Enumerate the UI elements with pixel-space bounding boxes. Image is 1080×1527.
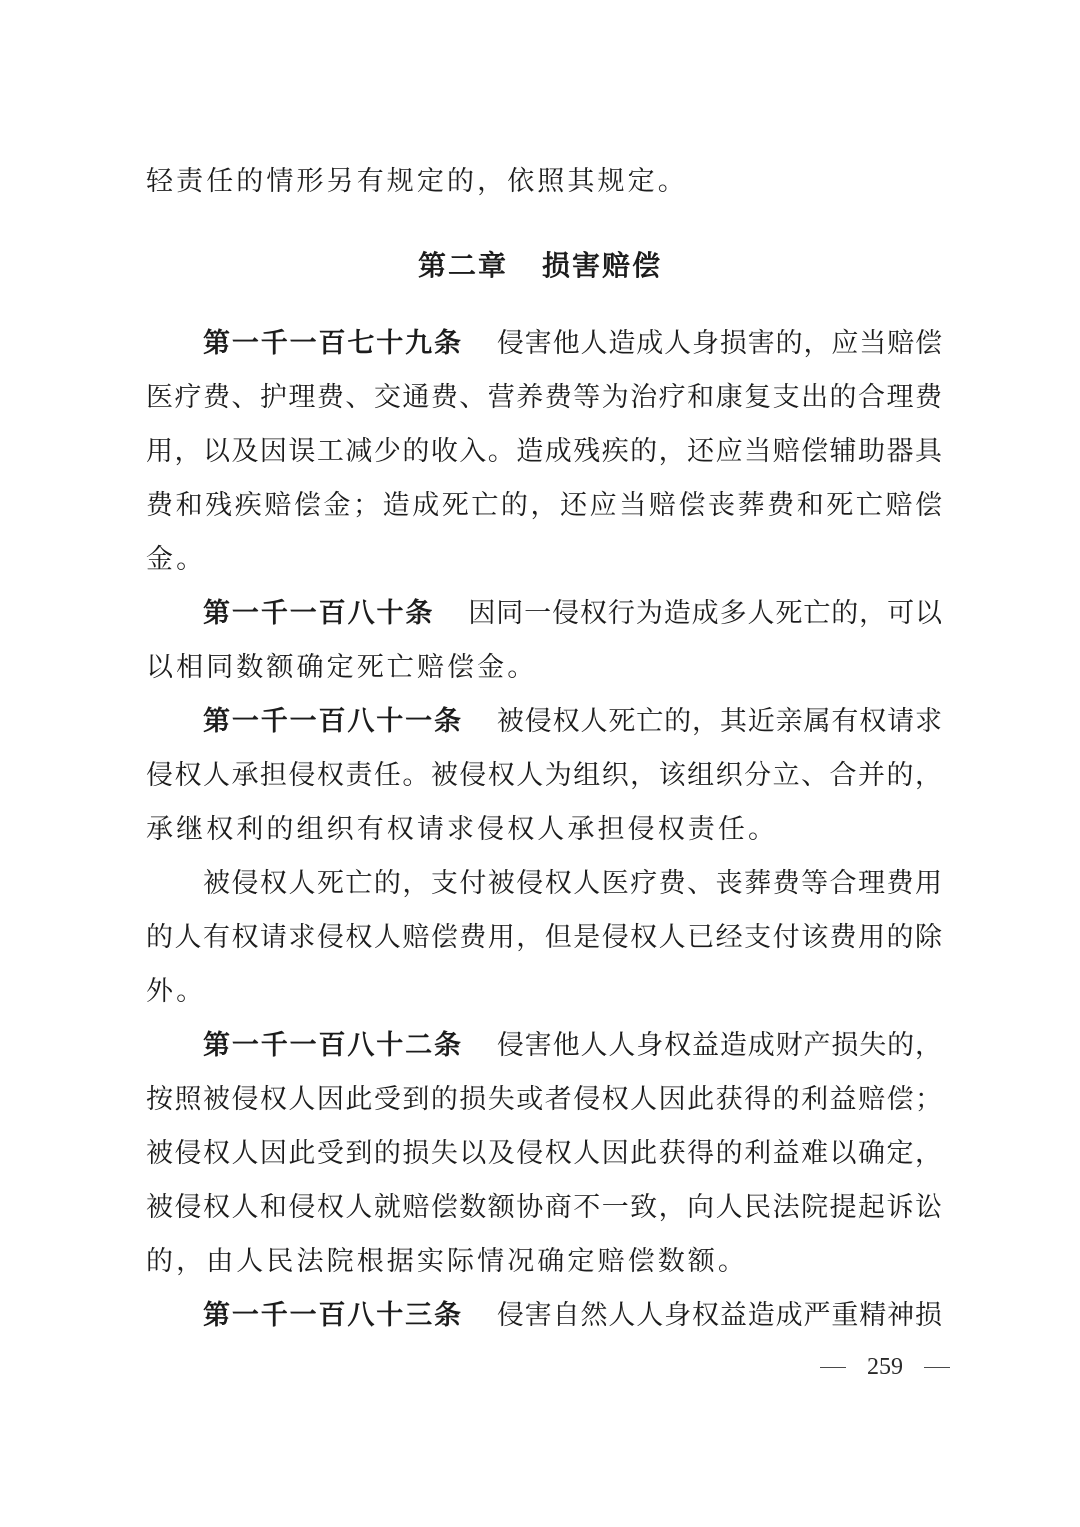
article-1180-line-2: 以相同数额确定死亡赔偿金。 (146, 652, 538, 683)
article-1182-line-1 (203, 1026, 942, 1066)
article-1181-line-2: 侵权人承担侵权责任。被侵权人为组织，该组织分立、合并的， (146, 760, 942, 791)
footer-dash-left (820, 1367, 846, 1368)
article-1182-line-2: 按照被侵权人因此受到的损失或者侵权人因此获得的利益赔偿； (146, 1084, 942, 1115)
chapter-name: 损害赔偿 (542, 249, 663, 282)
article-1179-line-1 (203, 324, 942, 364)
article-number: 第一千一百八十三条 (203, 1300, 463, 1331)
article-number: 第一千一百八十二条 (203, 1030, 463, 1061)
article-1182-line-3: 被侵权人因此受到的损失以及侵权人因此获得的利益难以确定， (146, 1138, 942, 1169)
continued-text-line: 轻责任的情形另有规定的，依照其规定。 (146, 166, 688, 197)
article-1179-line-5: 金。 (146, 544, 207, 575)
article-1183-line-1 (203, 1296, 942, 1336)
article-text: 被侵权人死亡的，其近亲属有权请求 (496, 706, 942, 737)
article-1179-line-3: 用，以及因误工减少的收入。造成残疾的，还应当赔偿辅助器具 (146, 436, 942, 467)
page-footer (820, 1352, 950, 1382)
article-number: 第一千一百七十九条 (203, 328, 463, 359)
article-number: 第一千一百八十一条 (203, 706, 463, 737)
article-1181-para2-line-2: 的人有权请求侵权人赔偿费用，但是侵权人已经支付该费用的除 (146, 922, 942, 953)
article-1182-line-4: 被侵权人和侵权人就赔偿数额协商不一致，向人民法院提起诉讼 (146, 1192, 942, 1223)
chapter-heading (0, 244, 1080, 288)
article-text: 因同一侵权行为造成多人死亡的，可以 (468, 598, 943, 629)
article-1181-para2-line-1: 被侵权人死亡的，支付被侵权人医疗费、丧葬费等合理费用 (203, 868, 942, 899)
article-1179-line-2: 医疗费、护理费、交通费、营养费等为治疗和康复支出的合理费 (146, 382, 942, 413)
article-text: 侵害他人人身权益造成财产损失的， (496, 1030, 942, 1061)
article-1181-line-3: 承继权利的组织有权请求侵权人承担侵权责任。 (146, 814, 779, 845)
article-text: 侵害自然人人身权益造成严重精神损 (496, 1300, 942, 1331)
page-number: 259 (867, 1354, 903, 1380)
article-1182-line-5: 的，由人民法院根据实际情况确定赔偿数额。 (146, 1246, 748, 1277)
article-text: 侵害他人造成人身损害的，应当赔偿 (496, 328, 942, 359)
article-1181-line-1 (203, 702, 942, 742)
article-number: 第一千一百八十条 (203, 598, 435, 629)
article-1180-line-1 (203, 594, 942, 634)
footer-dash-right (924, 1367, 950, 1368)
article-1181-para2-line-3: 外。 (146, 976, 207, 1007)
article-1179-line-4: 费和残疾赔偿金；造成死亡的，还应当赔偿丧葬费和死亡赔偿 (146, 490, 942, 521)
chapter-number: 第二章 (417, 249, 508, 282)
